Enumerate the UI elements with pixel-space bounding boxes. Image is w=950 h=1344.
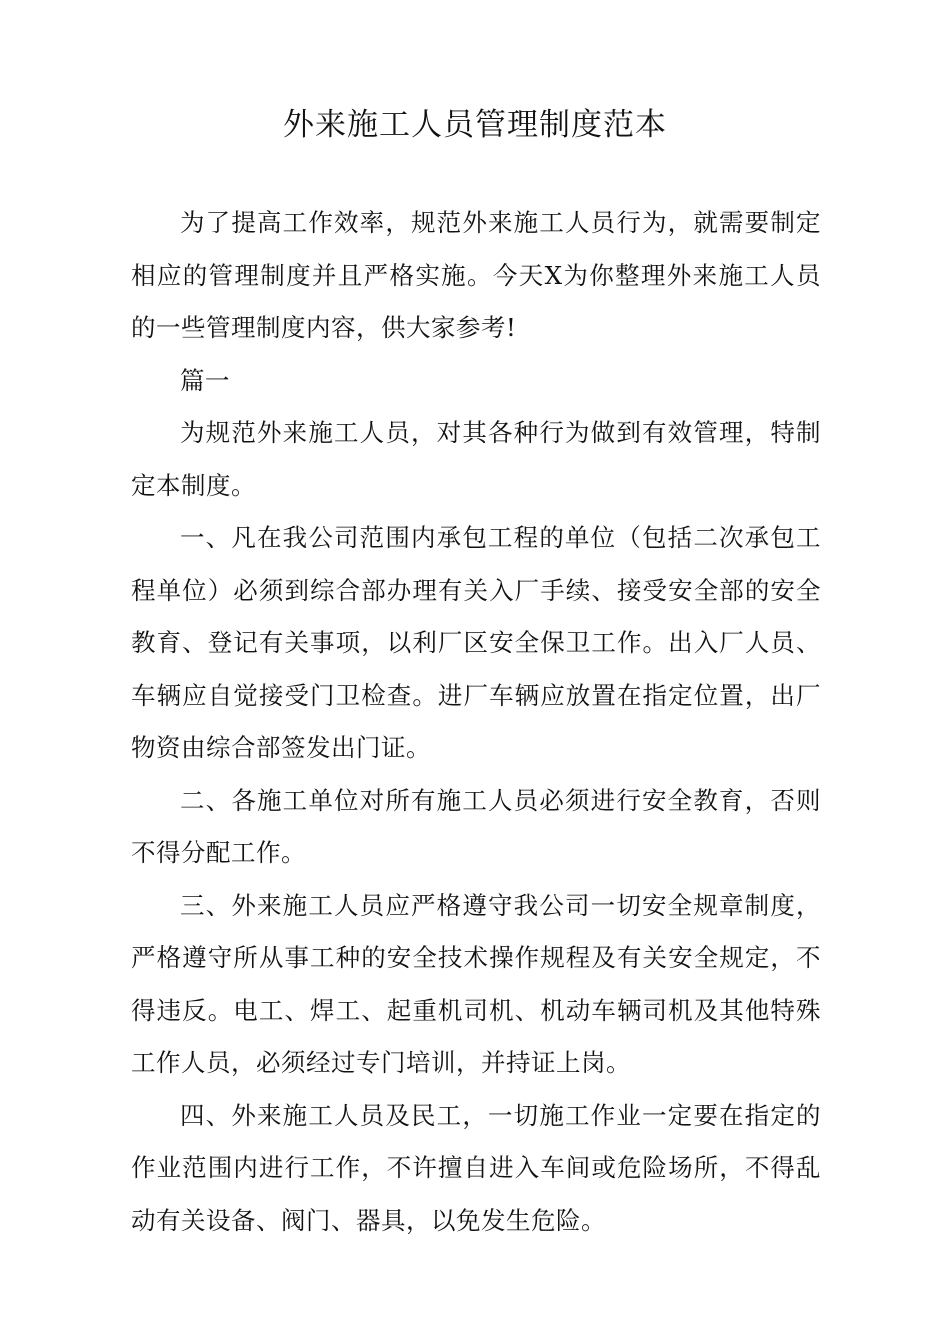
rule-paragraph-3: 三、外来施工人员应严格遵守我公司一切安全规章制度，严格遵守所从事工种的安全技术操作规程及有关安全规定，不得违反。电工、焊工、起重机司机、机动车辆司机及其他特殊工作人员，必须经过专门培训，并持证上岗。: [131, 890, 821, 1077]
rule-paragraph-1: 一、凡在我公司范围内承包工程的单位（包括二次承包工程单位）必须到综合部办理有关入厂手续、接受安全部的安全教育、登记有关事项，以利厂区安全保卫工作。出入厂人员、车辆应自觉接受门卫检查。进厂车辆应放置在指定位置，出厂物资由综合部签发出门证。: [131, 523, 821, 762]
document-body: [131, 197, 821, 1247]
rule-paragraph-2: 二、各施工单位对所有施工人员必须进行安全教育，否则不得分配工作。: [131, 785, 821, 867]
rule-paragraph-4: 四、外来施工人员及民工，一切施工作业一定要在指定的作业范围内进行工作，不许擅自进入车间或危险场所，不得乱动有关设备、阀门、器具，以免发生危险。: [131, 1100, 821, 1235]
purpose-paragraph: 为规范外来施工人员，对其各种行为做到有效管理，特制定本制度。: [131, 418, 821, 500]
document-title: 外来施工人员管理制度范本: [283, 107, 667, 143]
intro-paragraph: 为了提高工作效率，规范外来施工人员行为，就需要制定相应的管理制度并且严格实施。今天X为你整理外来施工人员的一些管理制度内容，供大家参考!: [131, 208, 821, 342]
section-heading: 篇一: [180, 365, 230, 395]
